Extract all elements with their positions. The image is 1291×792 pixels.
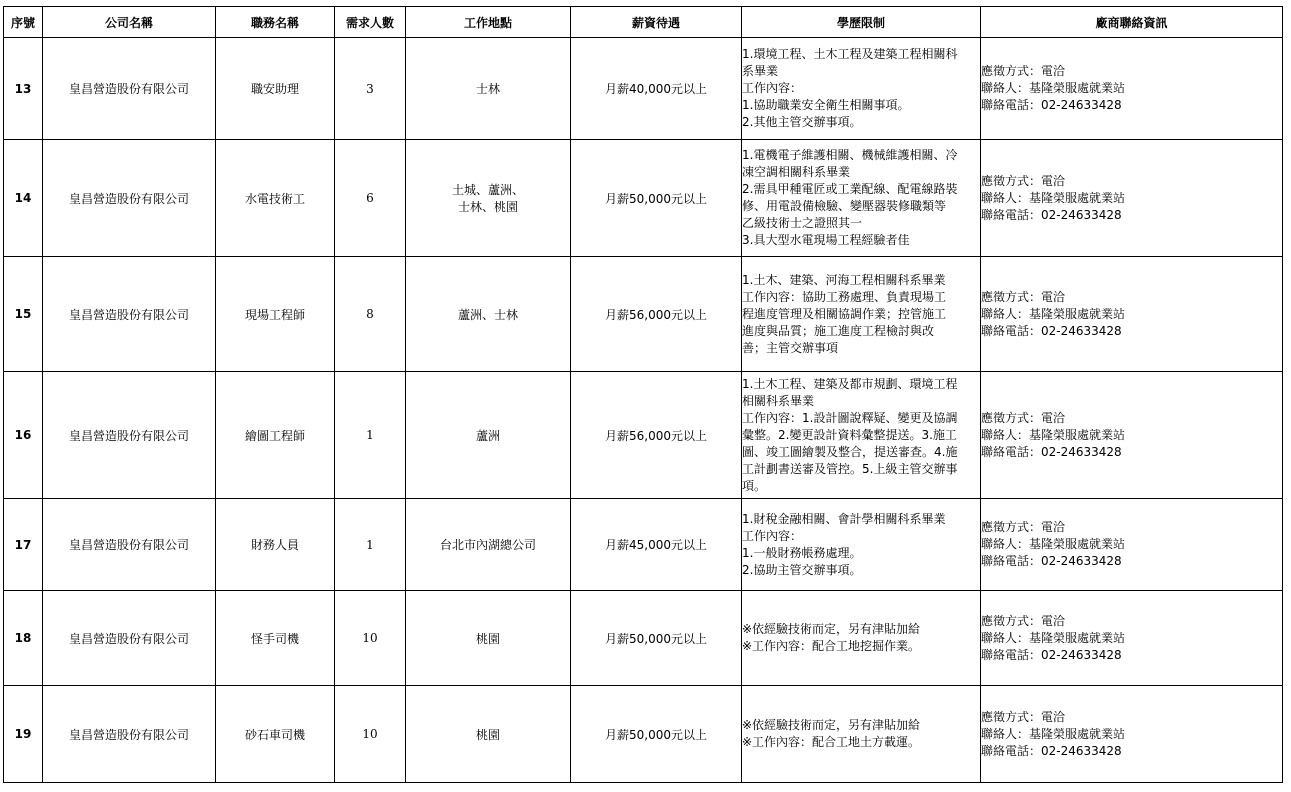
salary-cell: 月薪50,000元以上 <box>571 591 742 686</box>
requirement-line: ※依經驗技術而定，另有津貼加給 <box>742 622 921 636</box>
count-cell: 6 <box>335 140 406 257</box>
table-row <box>4 140 1283 257</box>
requirement-line: 2.其他主管交辦事項。 <box>742 115 862 129</box>
count-cell: 10 <box>335 686 406 783</box>
requirement-line: 圖、竣工圖繪製及整合，提送審查。4.施 <box>742 444 958 459</box>
requirements-cell <box>742 686 981 783</box>
contact-line: 應徵方式：電洽 <box>981 709 1066 724</box>
location-line: 桃園 <box>475 631 500 646</box>
header-position: 職務名稱 <box>216 7 335 38</box>
location-cell <box>406 591 571 686</box>
header-seq: 序號 <box>4 7 43 38</box>
position-cell: 怪手司機 <box>216 591 335 686</box>
seq-cell: 13 <box>4 38 43 140</box>
salary-cell: 月薪56,000元以上 <box>571 257 742 372</box>
position-cell: 繪圖工程師 <box>216 372 335 499</box>
requirement-line: 項。 <box>742 478 767 493</box>
requirement-line: 1.一般財務帳務處理。 <box>742 545 862 560</box>
requirement-line: 1.土木、建築、河海工程相關科系畢業 <box>742 272 946 287</box>
location-line: 桃園 <box>475 727 500 742</box>
company-cell: 皇昌營造股份有限公司 <box>43 499 216 591</box>
seq-cell: 15 <box>4 257 43 372</box>
job-listing-table <box>3 6 1283 783</box>
contact-line: 聯絡電話：02-24633428 <box>981 647 1122 662</box>
location-cell <box>406 38 571 140</box>
requirement-line: 2.需具甲種電匠或工業配線、配電線路裝 <box>742 182 958 196</box>
table-row <box>4 38 1283 140</box>
contact-line: 聯絡電話：02-24633428 <box>981 743 1122 758</box>
location-cell <box>406 686 571 783</box>
requirement-line: 工作內容：協助工務處理、負責現場工 <box>742 289 947 304</box>
contact-cell <box>981 372 1283 499</box>
position-cell: 職安助理 <box>216 38 335 140</box>
salary-cell: 月薪45,000元以上 <box>571 499 742 591</box>
requirement-line: 善；主管交辦事項 <box>742 340 839 355</box>
company-cell: 皇昌營造股份有限公司 <box>43 372 216 499</box>
requirement-line: 工作內容：1.設計圖說釋疑、變更及協調 <box>742 410 958 425</box>
contact-line: 聯絡電話：02-24633428 <box>981 323 1122 338</box>
contact-line: 聯絡人：基隆榮服處就業站 <box>981 190 1126 205</box>
table-row <box>4 686 1283 783</box>
contact-cell <box>981 686 1283 783</box>
location-cell <box>406 140 571 257</box>
count-cell: 8 <box>335 257 406 372</box>
requirements-cell <box>742 38 981 140</box>
table-row <box>4 372 1283 499</box>
contact-cell <box>981 38 1283 140</box>
requirements-cell <box>742 257 981 372</box>
header-salary: 薪資待遇 <box>571 7 742 38</box>
salary-cell: 月薪50,000元以上 <box>571 686 742 783</box>
requirement-line: 1.土木工程、建築及都市規劃、環境工程 <box>742 376 958 391</box>
salary-cell: 月薪56,000元以上 <box>571 372 742 499</box>
count-cell: 10 <box>335 591 406 686</box>
contact-line: 應徵方式：電洽 <box>981 410 1066 425</box>
count-cell: 3 <box>335 38 406 140</box>
contact-line: 聯絡人：基隆榮服處就業站 <box>981 630 1126 645</box>
requirement-line: 系畢業 <box>742 64 779 78</box>
requirement-line: 凍空調相關科系畢業 <box>742 165 851 179</box>
requirements-cell <box>742 591 981 686</box>
requirements-cell <box>742 372 981 499</box>
seq-cell: 19 <box>4 686 43 783</box>
salary-cell: 月薪40,000元以上 <box>571 38 742 140</box>
location-line: 士林、桃園 <box>457 200 518 214</box>
table-row <box>4 591 1283 686</box>
location-line: 蘆洲、士林 <box>457 307 518 322</box>
table-row <box>4 499 1283 591</box>
seq-cell: 17 <box>4 499 43 591</box>
requirement-line: 1.電機電子維護相關、機械維護相關、冷 <box>742 148 958 162</box>
contact-line: 聯絡人：基隆榮服處就業站 <box>981 306 1126 321</box>
requirement-line: 2.協助主管交辦事項。 <box>742 562 862 577</box>
contact-line: 應徵方式：電洽 <box>981 173 1066 188</box>
header-location: 工作地點 <box>406 7 571 38</box>
contact-cell <box>981 140 1283 257</box>
company-cell: 皇昌營造股份有限公司 <box>43 257 216 372</box>
requirement-line: ※依經驗技術而定，另有津貼加給 <box>742 718 921 732</box>
header-company: 公司名稱 <box>43 7 216 38</box>
requirement-line: 1.環境工程、土木工程及建築工程相關科 <box>742 47 958 61</box>
contact-line: 聯絡人：基隆榮服處就業站 <box>981 537 1126 551</box>
contact-line: 聯絡電話：02-24633428 <box>981 444 1122 459</box>
company-cell: 皇昌營造股份有限公司 <box>43 38 216 140</box>
requirement-line: 工作內容： <box>742 528 803 543</box>
requirement-line: 乙級技術士之證照其一 <box>742 216 863 230</box>
requirement-line: 程進度管理及相關協調作業；控管施工 <box>742 306 947 321</box>
position-cell: 現場工程師 <box>216 257 335 372</box>
requirement-line: 3.具大型水電現場工程經驗者佳 <box>742 233 910 247</box>
contact-cell <box>981 591 1283 686</box>
contact-cell <box>981 499 1283 591</box>
location-cell <box>406 499 571 591</box>
salary-cell: 月薪50,000元以上 <box>571 140 742 257</box>
contact-line: 應徵方式：電洽 <box>981 64 1066 78</box>
contact-line: 聯絡電話：02-24633428 <box>981 554 1122 568</box>
requirement-line: 1.財稅金融相關、會計學相關科系畢業 <box>742 511 946 526</box>
requirement-line: 1.協助職業安全衛生相關事項。 <box>742 98 910 112</box>
position-cell: 砂石車司機 <box>216 686 335 783</box>
contact-line: 應徵方式：電洽 <box>981 613 1066 628</box>
requirement-line: 進度與品質；施工進度工程檢討與改 <box>742 323 935 338</box>
requirement-line: 工作內容： <box>742 81 803 95</box>
location-cell <box>406 372 571 499</box>
count-cell: 1 <box>335 499 406 591</box>
seq-cell: 18 <box>4 591 43 686</box>
position-cell: 水電技術工 <box>216 140 335 257</box>
contact-line: 聯絡人：基隆榮服處就業站 <box>981 427 1126 442</box>
header-contact: 廠商聯絡資訊 <box>981 7 1283 38</box>
requirement-line: 彙整。2.變更設計資料彙整提送。3.施工 <box>742 427 957 442</box>
count-cell: 1 <box>335 372 406 499</box>
requirement-line: ※工作內容：配合工地挖掘作業。 <box>742 639 921 653</box>
requirement-line: 工計劃書送審及管控。5.上級主管交辦事 <box>742 461 958 476</box>
contact-line: 聯絡人：基隆榮服處就業站 <box>981 81 1126 95</box>
header-requirements: 學歷限制 <box>742 7 981 38</box>
contact-line: 聯絡電話：02-24633428 <box>981 207 1122 222</box>
company-cell: 皇昌營造股份有限公司 <box>43 140 216 257</box>
contact-line: 聯絡人：基隆榮服處就業站 <box>981 726 1126 741</box>
header-count: 需求人數 <box>335 7 406 38</box>
requirement-line: 相關科系畢業 <box>742 393 815 408</box>
location-line: 士林 <box>475 82 500 96</box>
seq-cell: 14 <box>4 140 43 257</box>
table-row <box>4 257 1283 372</box>
table-header-row <box>4 7 1283 38</box>
contact-cell <box>981 257 1283 372</box>
location-line: 台北市內湖總公司 <box>439 538 536 552</box>
contact-line: 聯絡電話：02-24633428 <box>981 98 1122 112</box>
requirement-line: 修、用電設備檢驗、變壓器裝修職類等 <box>742 199 947 213</box>
company-cell: 皇昌營造股份有限公司 <box>43 591 216 686</box>
requirements-cell <box>742 140 981 257</box>
location-cell <box>406 257 571 372</box>
contact-line: 應徵方式：電洽 <box>981 289 1066 304</box>
contact-line: 應徵方式：電洽 <box>981 520 1066 534</box>
location-line: 蘆洲 <box>475 428 500 443</box>
seq-cell: 16 <box>4 372 43 499</box>
position-cell: 財務人員 <box>216 499 335 591</box>
requirements-cell <box>742 499 981 591</box>
requirement-line: ※工作內容：配合工地土方載運。 <box>742 735 921 749</box>
company-cell: 皇昌營造股份有限公司 <box>43 686 216 783</box>
location-line: 土城、蘆洲、 <box>451 183 524 197</box>
